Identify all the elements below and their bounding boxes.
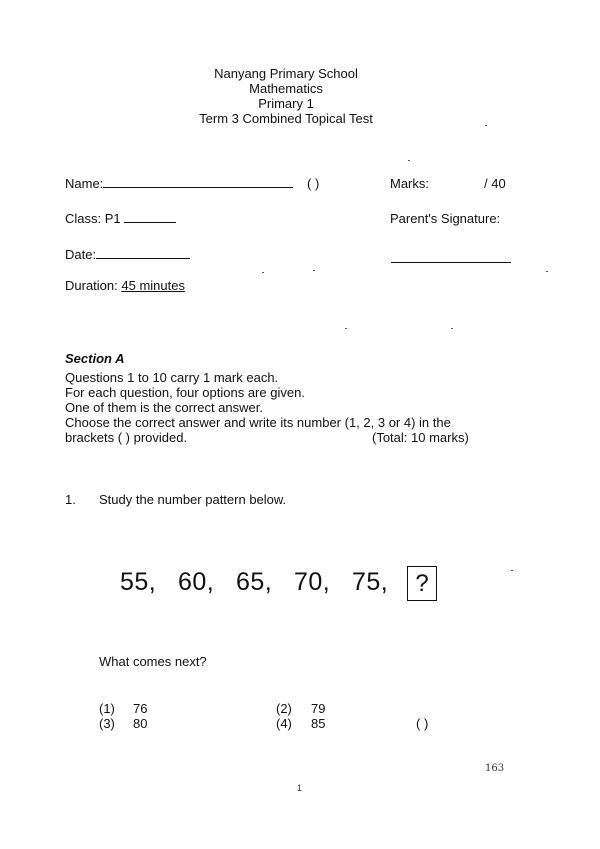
scan-speck [451, 328, 453, 329]
option-2-value: 79 [311, 701, 326, 716]
scan-speck [262, 272, 264, 273]
level-title: Primary 1 [258, 96, 314, 111]
class-field-row [65, 211, 176, 226]
option-4-value: 85 [311, 716, 326, 731]
class-blank [124, 211, 176, 223]
date-label: Date: [65, 247, 97, 262]
section-a-total: (Total: 10 marks) [372, 430, 469, 445]
test-title: Term 3 Combined Topical Test [199, 111, 373, 126]
sequence-term-2: 60, [178, 568, 215, 596]
option-4-number: (4) [276, 716, 292, 731]
parent-signature-label: Parent's Signature: [390, 211, 501, 226]
subject-title: Mathematics [249, 81, 323, 96]
sequence-term-3: 65, [236, 568, 273, 596]
option-3-number: (3) [99, 716, 115, 731]
question-prompt: Study the number pattern below. [99, 492, 287, 507]
name-blank [103, 176, 293, 188]
section-a-title: Section A [65, 351, 125, 366]
signature-line [391, 262, 511, 263]
section-a-line-4: Choose the correct answer and write its number (1, 2, 3 or 4) in the [65, 415, 451, 430]
scan-speck [313, 270, 315, 271]
question-number: 1. [65, 492, 76, 507]
page-number: 1 [297, 783, 303, 793]
scan-speck [546, 271, 548, 272]
school-name: Nanyang Primary School [214, 66, 358, 81]
scan-speck [485, 125, 487, 126]
marks-label: Marks: [390, 176, 429, 191]
sequence-term-5: 75, [352, 568, 389, 596]
duration-label: Duration: [65, 278, 118, 293]
name-field-row [65, 176, 293, 191]
section-a-line-2: For each question, four options are given. [65, 385, 305, 400]
scan-speck [408, 160, 410, 161]
option-2-number: (2) [276, 701, 292, 716]
answer-brackets: ( ) [416, 716, 429, 731]
date-blank [96, 247, 190, 259]
page-mark: 163 [485, 763, 505, 774]
section-a-line-1: Questions 1 to 10 carry 1 mark each. [65, 370, 279, 385]
section-a-line-5: brackets ( ) provided. [65, 430, 188, 445]
name-label: Name: [65, 176, 104, 191]
marks-total: / 40 [484, 176, 506, 191]
section-a-line-3: One of them is the correct answer. [65, 400, 263, 415]
option-3-value: 80 [133, 716, 148, 731]
date-field-row [65, 247, 190, 262]
class-label: Class: P1 [65, 211, 121, 226]
duration-row [65, 278, 185, 293]
scan-speck [345, 328, 347, 329]
scan-speck [511, 570, 513, 571]
duration-value: 45 minutes [121, 278, 185, 293]
question-text: What comes next? [99, 654, 207, 669]
option-1-number: (1) [99, 701, 115, 716]
sequence-term-4: 70, [294, 568, 331, 596]
unknown-term-box: ? [407, 566, 437, 601]
option-1-value: 76 [133, 701, 148, 716]
sequence-term-1: 55, [120, 568, 157, 596]
index-brackets: ( ) [307, 176, 320, 191]
